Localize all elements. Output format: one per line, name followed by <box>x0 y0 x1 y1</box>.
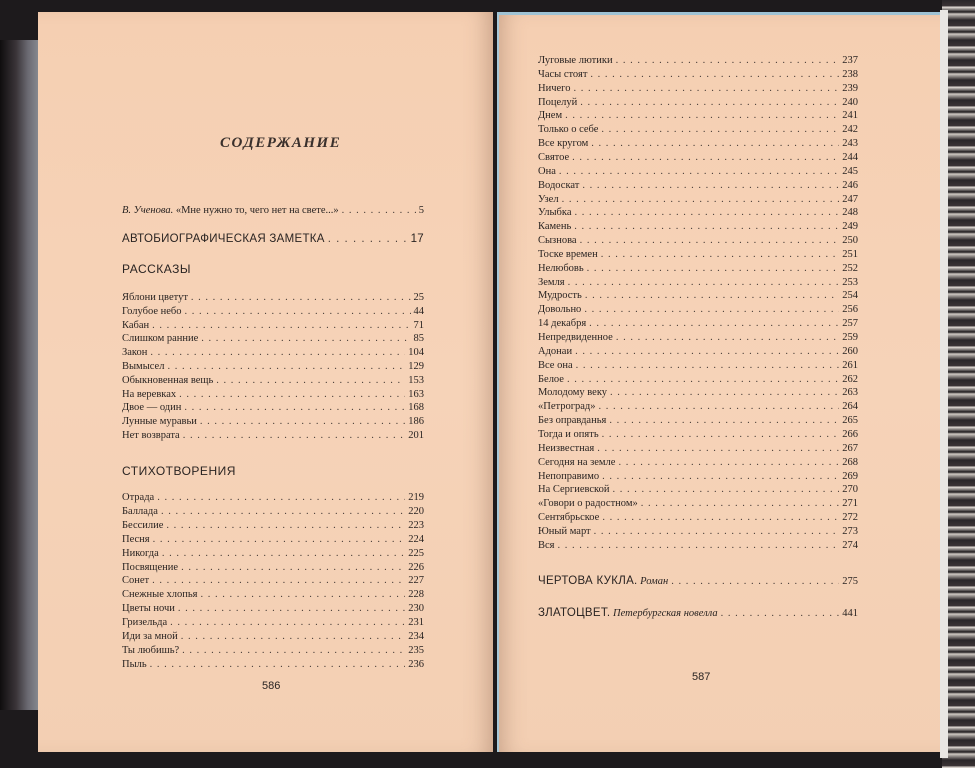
leader-dots <box>567 373 839 387</box>
entry-page: 254 <box>842 290 858 302</box>
leader-dots <box>162 547 405 561</box>
entry-title: Непоправимо <box>538 470 600 482</box>
leader-dots <box>166 519 405 533</box>
entry-page: 273 <box>842 525 858 537</box>
entry-title: Слишком ранние <box>122 333 199 345</box>
leader-dots <box>167 360 405 374</box>
entry-title: На веревках <box>122 388 177 400</box>
entry-page: 256 <box>842 304 858 316</box>
entry-page: 236 <box>408 658 424 670</box>
entry-page: 265 <box>842 415 858 427</box>
entry-title: Земля <box>538 276 565 288</box>
toc-entry <box>538 373 858 387</box>
entry-title: Никогда <box>122 547 159 559</box>
intro-entry <box>122 204 424 218</box>
entry-page: 257 <box>842 318 858 330</box>
entry-page: 227 <box>408 575 424 587</box>
entry-page: 259 <box>842 332 858 343</box>
leader-dots <box>597 442 839 456</box>
toc-entry <box>538 220 858 234</box>
leader-dots <box>618 456 839 470</box>
leader-dots <box>613 483 840 497</box>
entry-title: Белое <box>538 373 564 385</box>
entry-title: Молодому веку <box>538 387 608 399</box>
novel1-page: 275 <box>842 576 858 587</box>
entry-title: Поцелуй <box>538 96 578 108</box>
leader-dots <box>582 179 839 193</box>
leader-dots <box>178 602 405 616</box>
entry-title: Баллада <box>122 505 158 517</box>
leader-dots <box>590 68 839 82</box>
toc-entry <box>122 519 424 533</box>
entry-title: Сызнова <box>538 235 577 247</box>
entry-title: Снежные хлопья <box>122 589 198 601</box>
leader-dots <box>584 303 839 317</box>
leader-dots <box>216 374 405 388</box>
intro-page: 5 <box>418 205 424 216</box>
entry-title: Днем <box>538 110 563 122</box>
leader-dots <box>568 276 840 290</box>
entry-page: 104 <box>408 347 424 359</box>
leader-dots <box>200 588 405 602</box>
toc-entry <box>538 248 858 262</box>
toc-entry <box>122 547 424 561</box>
entry-page: 243 <box>842 138 858 150</box>
entry-title: Часы стоят <box>538 68 588 80</box>
entry-title: Водоскат <box>538 179 580 191</box>
leader-dots <box>153 533 406 547</box>
leader-dots <box>185 305 411 319</box>
entry-page: 252 <box>842 262 858 274</box>
entry-page: 220 <box>408 505 424 517</box>
leader-dots <box>559 165 839 179</box>
entry-page: 270 <box>842 484 858 496</box>
toc-entry <box>122 630 424 644</box>
leader-dots <box>181 561 405 575</box>
entry-page: 244 <box>842 151 858 163</box>
toc-entry <box>538 151 858 165</box>
stories-heading: РАССКАЗЫ <box>122 262 192 276</box>
leader-dots <box>591 137 839 151</box>
toc-entry <box>538 470 858 484</box>
leader-dots <box>200 415 405 429</box>
leader-dots <box>602 511 839 525</box>
entry-page: 224 <box>408 533 424 545</box>
toc-entry <box>538 345 858 359</box>
toc-entry <box>538 234 858 248</box>
leader-dots <box>170 616 405 630</box>
entry-page: 226 <box>408 561 424 573</box>
entry-title: Святое <box>538 151 570 163</box>
leader-dots <box>574 220 839 234</box>
entry-title: Сентябрьское <box>538 512 600 524</box>
novel2-genre: Петербургская новелла <box>613 608 718 619</box>
entry-page: 260 <box>842 345 858 357</box>
entry-page: 245 <box>842 165 858 177</box>
entry-page: 249 <box>842 221 858 233</box>
toc-entry <box>538 137 858 151</box>
toc-entry <box>122 319 424 333</box>
entry-page: 247 <box>842 193 858 205</box>
autobio-page: 17 <box>410 233 424 245</box>
entry-title: Вымысел <box>122 361 165 372</box>
leader-dots <box>576 359 840 373</box>
entry-title: Камень <box>538 221 572 233</box>
leader-dots <box>562 193 840 207</box>
left-page-number: 586 <box>262 680 281 692</box>
entry-page: 129 <box>408 361 424 372</box>
toc-entry <box>122 360 424 374</box>
toc-entry <box>538 179 858 193</box>
intro-text: «Мне нужно то, чего нет на свете...» <box>175 205 339 216</box>
entry-title: Непредвиденное <box>538 332 613 343</box>
entry-page: 253 <box>842 276 858 288</box>
entry-page: 241 <box>842 110 858 122</box>
leader-dots <box>573 82 839 96</box>
toc-entry <box>122 616 424 630</box>
toc-entry <box>538 428 858 442</box>
novel1-title: ЧЕРТОВА КУКЛА. <box>538 575 638 587</box>
entry-page: 248 <box>842 207 858 219</box>
autobio-entry <box>122 232 424 246</box>
right-page-number: 587 <box>692 671 711 683</box>
entry-title: Цветы ночи <box>122 603 175 615</box>
entry-page: 250 <box>842 235 858 247</box>
entry-title: Нелюбовь <box>538 262 584 274</box>
page-stack <box>940 10 948 758</box>
leader-dots <box>575 206 840 220</box>
toc-entry <box>538 206 858 220</box>
leader-dots <box>671 575 839 589</box>
entry-title: Юный март <box>538 525 591 537</box>
leader-dots <box>152 319 410 333</box>
leader-dots <box>585 289 839 303</box>
entry-page: 186 <box>408 416 424 428</box>
toc-entry <box>122 291 424 305</box>
entry-title: Сонет <box>122 575 150 587</box>
leader-dots <box>201 332 410 346</box>
entry-title: Неизвестная <box>538 442 595 454</box>
entry-page: 262 <box>842 373 858 385</box>
contents-title: СОДЕРЖАНИЕ <box>220 135 342 151</box>
entry-page: 240 <box>842 96 858 108</box>
leader-dots <box>616 54 840 68</box>
entry-page: 235 <box>408 644 424 656</box>
entry-page: 242 <box>842 124 858 136</box>
entry-page: 71 <box>413 319 424 331</box>
entry-title: Ничего <box>538 82 571 94</box>
toc-entry <box>538 525 858 539</box>
entry-page: 201 <box>408 430 424 441</box>
book-spine-edge <box>0 40 40 710</box>
entry-page: 163 <box>408 388 424 400</box>
novel1-genre: Роман <box>640 576 669 587</box>
entry-title: Посвящение <box>122 561 179 573</box>
toc-entry <box>538 96 858 110</box>
leader-dots <box>342 204 416 218</box>
toc-entry <box>122 429 424 443</box>
entry-page: 261 <box>842 359 858 371</box>
entry-title: Ты любишь? <box>122 644 180 656</box>
leader-dots <box>150 346 405 360</box>
leader-dots <box>150 658 406 672</box>
leader-dots <box>610 386 839 400</box>
entry-title: Адонаи <box>538 345 573 357</box>
entry-page: 25 <box>413 292 424 303</box>
toc-entry <box>538 193 858 207</box>
leader-dots <box>184 401 405 415</box>
entry-page: 230 <box>408 603 424 615</box>
entry-title: Лунные муравьи <box>122 416 197 428</box>
toc-entry <box>538 109 858 123</box>
toc-entry <box>122 533 424 547</box>
leader-dots <box>609 414 839 428</box>
novel1-entry <box>538 574 858 589</box>
entry-title: Закон <box>122 347 148 359</box>
entry-title: Кабан <box>122 319 150 331</box>
entry-page: 269 <box>842 470 858 482</box>
leader-dots <box>575 345 839 359</box>
entry-title: Все кругом <box>538 138 589 150</box>
toc-entry <box>538 276 858 290</box>
toc-entry <box>538 414 858 428</box>
toc-entry <box>122 658 424 672</box>
entry-page: 168 <box>408 402 424 414</box>
toc-entry <box>538 68 858 82</box>
leader-dots <box>558 539 840 553</box>
entry-page: 266 <box>842 428 858 440</box>
leader-dots <box>580 96 839 110</box>
leader-dots <box>179 388 405 402</box>
toc-entry <box>122 602 424 616</box>
entry-title: Двое — один <box>122 402 182 414</box>
leader-dots <box>572 151 839 165</box>
toc-entry <box>538 331 858 345</box>
entry-title: Мудрость <box>538 290 582 302</box>
leader-dots <box>601 123 839 137</box>
entry-title: Узел <box>538 193 559 205</box>
toc-entry <box>538 442 858 456</box>
toc-entry <box>538 123 858 137</box>
entry-page: 246 <box>842 179 858 191</box>
entry-title: Все она <box>538 359 573 371</box>
entry-title: Бессилие <box>122 519 164 531</box>
entry-title: Только о себе <box>538 124 599 136</box>
leader-dots <box>161 505 405 519</box>
leader-dots <box>594 525 840 539</box>
leader-dots <box>191 291 411 305</box>
toc-entry <box>538 400 858 414</box>
entry-title: Без оправданья <box>538 415 607 427</box>
toc-entry <box>122 415 424 429</box>
leader-dots <box>602 428 840 442</box>
toc-entry <box>122 588 424 602</box>
entry-title: Обыкновенная вещь <box>122 374 214 386</box>
entry-page: 271 <box>842 498 858 510</box>
toc-entry <box>122 644 424 658</box>
toc-entry <box>538 511 858 525</box>
entry-page: 44 <box>413 305 424 317</box>
toc-entry <box>122 574 424 588</box>
entry-page: 272 <box>842 512 858 524</box>
toc-entry <box>122 305 424 319</box>
toc-entry <box>538 386 858 400</box>
toc-entry <box>538 539 858 553</box>
novel2-page: 441 <box>842 608 858 619</box>
entry-title: «Петроград» <box>538 401 596 413</box>
entry-title: Луговые лютики <box>538 55 613 66</box>
leader-dots <box>616 331 839 345</box>
entry-title: Иди за мной <box>122 631 178 642</box>
entry-page: 234 <box>408 631 424 642</box>
entry-title: Вся <box>538 539 555 551</box>
toc-entry <box>538 303 858 317</box>
entry-page: 237 <box>842 55 858 66</box>
leader-dots <box>602 470 839 484</box>
entry-title: Улыбка <box>538 207 572 219</box>
entry-title: Голубое небо <box>122 305 182 317</box>
toc-entry <box>122 346 424 360</box>
toc-entry <box>538 262 858 276</box>
entry-title: Довольно <box>538 304 582 316</box>
toc-entry <box>538 456 858 470</box>
toc-entry <box>538 54 858 68</box>
poems-heading: СТИХОТВОРЕНИЯ <box>122 464 236 478</box>
entry-page: 263 <box>842 387 858 399</box>
toc-entry <box>122 505 424 519</box>
leader-dots <box>599 400 840 414</box>
entry-title: Сегодня на земле <box>538 456 616 468</box>
toc-entry <box>538 165 858 179</box>
leader-dots <box>152 574 405 588</box>
entry-page: 267 <box>842 442 858 454</box>
entry-title: Отрада <box>122 492 155 503</box>
leader-dots <box>721 607 840 621</box>
entry-title: Песня <box>122 533 150 545</box>
entry-page: 153 <box>408 374 424 386</box>
toc-entry <box>538 497 858 511</box>
leader-dots <box>587 262 840 276</box>
entry-title: Яблони цветут <box>122 292 188 303</box>
leader-dots <box>601 248 840 262</box>
entry-title: Нет возврата <box>122 430 180 441</box>
toc-entry <box>122 491 424 505</box>
toc-entry <box>538 82 858 96</box>
entry-page: 274 <box>842 539 858 551</box>
entry-page: 238 <box>842 68 858 80</box>
novel2-entry <box>538 606 858 621</box>
entry-title: Гризельда <box>122 617 168 629</box>
leader-dots <box>589 317 839 331</box>
intro-author: В. Ученова. <box>122 205 174 216</box>
leader-dots <box>183 429 406 443</box>
toc-entry <box>538 359 858 373</box>
toc-entry <box>122 388 424 402</box>
entry-page: 85 <box>413 333 424 345</box>
toc-entry <box>538 317 858 331</box>
entry-title: Тоске времен <box>538 248 598 260</box>
toc-entry <box>122 561 424 575</box>
entry-title: На Сергиевской <box>538 484 610 496</box>
entry-page: 264 <box>842 401 858 413</box>
entry-page: 231 <box>408 617 424 629</box>
toc-entry <box>122 374 424 388</box>
entry-page: 225 <box>408 547 424 559</box>
entry-page: 219 <box>408 492 424 503</box>
entry-page: 251 <box>842 248 858 260</box>
leader-dots <box>182 644 405 658</box>
entry-page: 223 <box>408 519 424 531</box>
toc-entry <box>538 483 858 497</box>
entry-page: 268 <box>842 456 858 468</box>
entry-title: «Говори о радостном» <box>538 498 638 510</box>
leader-dots <box>580 234 840 248</box>
entry-title: 14 декабря <box>538 318 587 330</box>
novel2-title: ЗЛАТОЦВЕТ. <box>538 607 611 619</box>
entry-title: Тогда и опять <box>538 428 599 440</box>
toc-entry <box>122 332 424 346</box>
autobio-title: АВТОБИОГРАФИЧЕСКАЯ ЗАМЕТКА <box>122 233 325 245</box>
leader-dots <box>641 497 840 511</box>
entry-title: Пыль <box>122 658 147 670</box>
leader-dots <box>565 109 839 123</box>
entry-title: Она <box>538 165 556 177</box>
entry-page: 228 <box>408 589 424 601</box>
leader-dots <box>157 491 405 505</box>
toc-entry <box>122 401 424 415</box>
leader-dots <box>181 630 406 644</box>
leader-dots <box>328 232 408 246</box>
toc-entry <box>538 289 858 303</box>
entry-page: 239 <box>842 82 858 94</box>
